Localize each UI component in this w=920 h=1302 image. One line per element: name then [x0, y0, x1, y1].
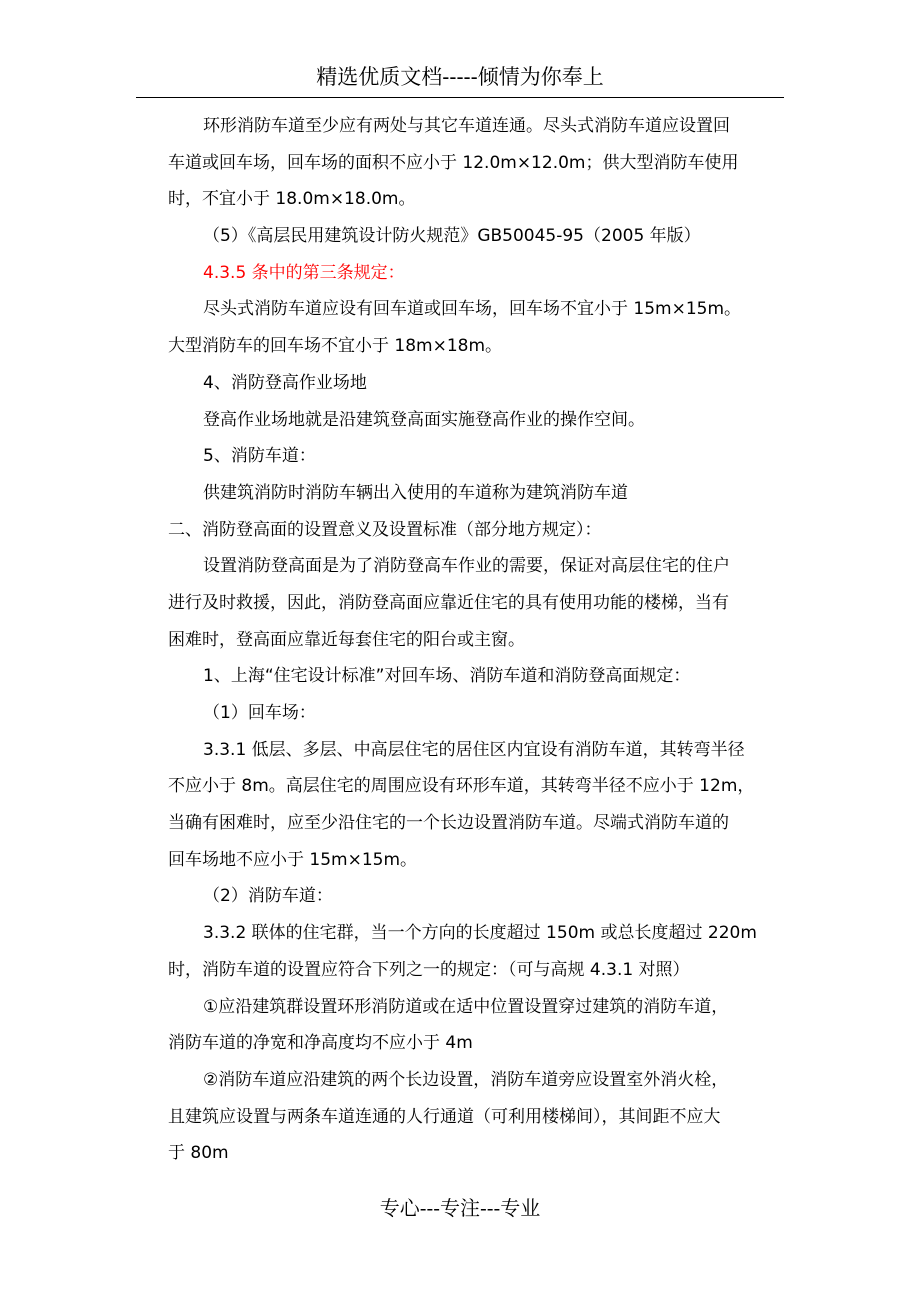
body-line: 且建筑应设置与两条车道连通的人行通道（可利用楼梯间），其间距不应大: [168, 1106, 721, 1127]
body-line: 消防车道的净宽和净高度均不应小于 4m: [168, 1033, 473, 1054]
body-line: 进行及时救援，因此，消防登高面应靠近住宅的具有使用功能的楼梯，当有: [168, 592, 729, 613]
body-line: 环形消防车道至少应有两处与其它车道连通。尽头式消防车道应设置回: [203, 116, 730, 136]
body-line: 不应小于 8m。高层住宅的周围应设有环形车道，其转弯半径不应小于 12m，: [168, 776, 755, 797]
body-line: 4.3.5 条中的第三条规定：: [203, 262, 405, 283]
body-line: 回车场地不应小于 15m×15m。: [168, 849, 418, 870]
body-line: 1、上海“住宅设计标准”对回车场、消防车道和消防登高面规定：: [203, 666, 691, 687]
body-line: 二、消防登高面的设置意义及设置标准（部分地方规定）：: [168, 519, 602, 540]
body-line: 登高作业场地就是沿建筑登高面实施登高作业的操作空间。: [203, 409, 645, 430]
page-header-title: 精选优质文档-----倾情为你奉上: [316, 65, 604, 89]
body-line: 于 80m: [168, 1143, 229, 1164]
body-line: ①应沿建筑群设置环形消防道或在适中位置设置穿过建筑的消防车道，: [203, 996, 729, 1017]
body-line: 尽头式消防车道应设有回车道或回车场，回车场不宜小于 15m×15m。: [203, 299, 742, 320]
body-line: （2）消防车道：: [203, 886, 333, 907]
document-body: [168, 108, 782, 1172]
body-line: 困难时，登高面应靠近每套住宅的阳台或主窗。: [168, 629, 525, 650]
body-line: 5、消防车道：: [203, 446, 316, 467]
body-line: 供建筑消防时消防车辆出入使用的车道称为建筑消防车道: [203, 482, 628, 503]
page-footer: 专心---专注---专业: [379, 1196, 541, 1220]
body-line: 4、消防登高作业场地: [203, 372, 367, 393]
body-line: ②消防车道应沿建筑的两个长边设置，消防车道旁应设置室外消火栓，: [203, 1069, 729, 1090]
body-line: 3.3.1 低层、多层、中高层住宅的居住区内宜设有消防车道，其转弯半径: [203, 739, 745, 760]
body-line: 3.3.2 联体的住宅群，当一个方向的长度超过 150m 或总长度超过 220m: [203, 923, 757, 944]
body-line: 设置消防登高面是为了消防登高车作业的需要，保证对高层住宅的住户: [203, 556, 730, 577]
body-line: 时，消防车道的设置应符合下列之一的规定：（可与高规 4.3.1 对照）: [168, 959, 690, 980]
header-divider: [136, 97, 784, 98]
body-line: （5）《高层民用建筑设计防火规范》GB50045-95（2005 年版）: [203, 226, 701, 247]
body-line: 车道或回车场，回车场的面积不应小于 12.0m×12.0m；供大型消防车使用: [168, 152, 739, 173]
body-line: 时，不宜小于 18.0m×18.0m。: [168, 189, 416, 210]
body-line: （1）回车场：: [203, 703, 316, 723]
body-line: 当确有困难时，应至少沿住宅的一个长边设置消防车道。尽端式消防车道的: [168, 813, 729, 834]
body-line: 大型消防车的回车场不宜小于 18m×18m。: [168, 336, 503, 357]
